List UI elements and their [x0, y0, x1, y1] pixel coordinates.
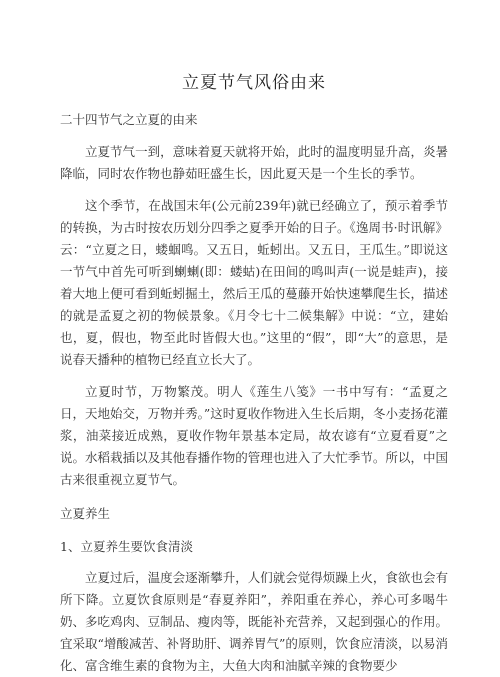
- paragraph-3: 立夏时节，万物繁茂。明人《莲生八笺》一书中写有：“孟夏之日，天地始交，万物并秀。”这时夏收作物进入生长后期，冬小麦扬花灌浆，油菜接近成熟，夏收作物年景基本定局，故农谚有“立夏看夏”之说。水稻栽插以及其他春播作物的管理也进入了大忙季节。所以，中国古来很重视立夏节气。: [60, 384, 448, 487]
- section-heading-health: 立夏养生: [60, 506, 111, 521]
- paragraph-diet: 立夏过后，温度会逐渐攀升，人们就会觉得烦躁上火，食欲也会有所下降。立夏饮食原则是“春夏养阳”，养阳重在养心，养心可多喝牛奶、多吃鸡肉、豆制品、瘦肉等，既能补充营养，又起到强心的作用。宜采取“增酸减苦、补肾助肝、调养胃气”的原则，饮食应清淡，以易消化、富含维生素的食物为主，大鱼大肉和油腻辛辣的食物要少: [60, 570, 448, 673]
- paragraph-1: 立夏节气一到，意味着夏天就将开始，此时的温度明显升高，炎暑降临，同时农作物也静茹旺盛生长，因此夏天是一个生长的季节。: [60, 144, 448, 181]
- article-subheading: 二十四节气之立夏的由来: [60, 112, 198, 127]
- subsection-heading-diet: 1、立夏养生要饮食清淡: [60, 539, 193, 554]
- paragraph-2: 这个季节，在战国末年(公元前239年)就已经确立了，预示着季节的转换，为古时按农历划分四季之夏季开始的日子。《逸周书·时讯解》云：“立夏之日，蝼蝈鸣。又五日，蚯蚓出。又五日，王瓜生。”即说这一节气中首先可听到蝲蝲(即：蝼蛄)在田间的鸣叫声(一说是蛙声)，接着大地上便可看到蚯蚓掘土，然后王瓜的蔓藤开始快速攀爬生长，描述的就是孟夏之初的物候景象。《月令七十二候集解》中说：“立，建始也，夏，假也，物至此时皆假大也。”这里的“假”，即“大”的意思，是说春天播种的植物已经直立长大了。: [60, 198, 448, 367]
- article-title: 立夏节气风俗由来: [182, 73, 326, 93]
